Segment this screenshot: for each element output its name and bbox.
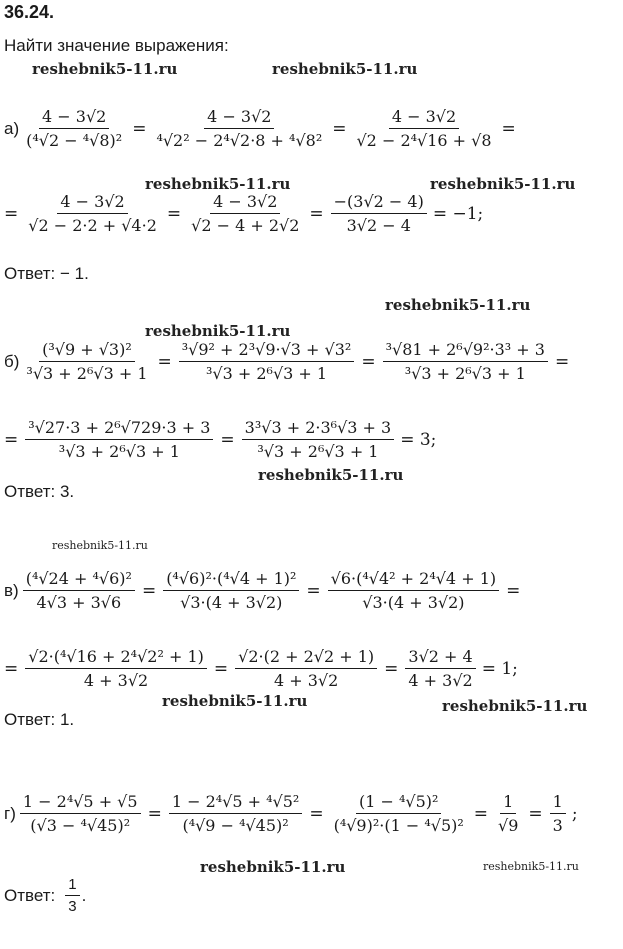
fraction [25, 192, 160, 235]
denominator: ⁴√2² − 2⁴√2·8 + ⁴√8² [156, 131, 323, 150]
numerator: (1 − ⁴√5)² [356, 792, 441, 814]
numerator: 4 − 3√2 [39, 107, 109, 129]
numerator: ³√27·3 + 2⁶√729·3 + 3 [25, 418, 213, 440]
numerator: (³√9 + √3)² [39, 340, 135, 362]
denominator: √2 − 2⁴√16 + √8 [356, 131, 492, 150]
numerator: 3³√3 + 2·3⁶√3 + 3 [242, 418, 395, 440]
denominator: ³√3 + 2⁶√3 + 1 [205, 364, 328, 383]
denominator: 4 + 3√2 [408, 671, 473, 690]
fraction [331, 792, 467, 835]
watermark: reshebnik5-11.ru [200, 858, 346, 876]
denominator: (√3 − ⁴√45)² [30, 816, 131, 835]
watermark: reshebnik5-11.ru [442, 697, 588, 715]
result: ; [571, 803, 578, 824]
numerator: 4 − 3√2 [57, 192, 127, 214]
answer-v: Ответ: 1. [4, 710, 75, 729]
denominator: (⁴√9 − ⁴√45)² [182, 816, 289, 835]
fraction [25, 647, 207, 690]
watermark: reshebnik5-11.ru [52, 539, 148, 552]
watermark: reshebnik5-11.ru [145, 322, 291, 340]
equals-sign: = [213, 658, 229, 679]
fraction [23, 569, 135, 612]
part-label: а) [4, 118, 20, 138]
equals-sign: = [132, 118, 147, 139]
equals-sign: = [4, 429, 19, 450]
denominator: (⁴√2 − ⁴√8)² [26, 131, 123, 150]
watermark: reshebnik5-11.ru [430, 175, 576, 193]
fraction [163, 569, 299, 612]
equals-sign: = [384, 658, 399, 679]
fraction [25, 418, 213, 461]
fraction [331, 192, 427, 235]
fraction [23, 340, 150, 383]
numerator: (⁴√24 + ⁴√6)² [23, 569, 135, 591]
watermark: reshebnik5-11.ru [483, 860, 579, 873]
equals-sign: = [220, 429, 235, 450]
fraction [65, 876, 79, 915]
result: = 3; [400, 429, 437, 450]
denominator: 3 [68, 898, 77, 915]
equals-sign: = [166, 203, 182, 224]
numerator: 1 [65, 876, 79, 896]
denominator: √2 − 4 + 2√2 [191, 216, 300, 235]
watermark: reshebnik5-11.ru [258, 466, 404, 484]
equals-sign: = [554, 351, 570, 372]
denominator: √3·(4 + 3√2) [180, 593, 283, 612]
denominator: √3·(4 + 3√2) [362, 593, 465, 612]
denominator: 4 + 3√2 [83, 671, 149, 690]
part-b-line-2 [4, 418, 436, 461]
fraction [328, 569, 499, 612]
denominator: 3√2 − 4 [346, 216, 411, 235]
denominator: ³√3 + 2⁶√3 + 1 [26, 364, 148, 383]
answer-a: Ответ: − 1. [4, 264, 89, 283]
denominator: ³√3 + 2⁶√3 + 1 [257, 442, 379, 461]
watermark: reshebnik5-11.ru [272, 60, 418, 78]
fraction [383, 340, 548, 383]
equals-sign: = [501, 118, 516, 139]
fraction [242, 418, 395, 461]
numerator: 4 − 3√2 [210, 192, 280, 214]
numerator: 1 [500, 792, 516, 814]
problem-statement: Найти значение выражения: [4, 36, 229, 55]
numerator: 4 − 3√2 [389, 107, 459, 129]
denominator: √9 [498, 816, 519, 835]
denominator: ³√3 + 2⁶√3 + 1 [404, 364, 526, 383]
problem-number: 36.24. [4, 2, 55, 22]
equals-sign: = [309, 803, 324, 824]
equals-sign: = [332, 118, 347, 139]
fraction [20, 792, 141, 835]
equals-sign: = [157, 351, 172, 372]
watermark: reshebnik5-11.ru [32, 60, 178, 78]
numerator: ³√81 + 2⁶√9²·3³ + 3 [383, 340, 548, 362]
result: = 1; [481, 658, 518, 679]
numerator: −(3√2 − 4) [331, 192, 427, 214]
numerator: 1 [550, 792, 566, 814]
equals-sign: = [147, 803, 162, 824]
equals-sign: = [528, 803, 543, 824]
watermark: reshebnik5-11.ru [145, 175, 291, 193]
fraction [550, 792, 566, 835]
denominator: ³√3 + 2⁶√3 + 1 [58, 442, 180, 461]
numerator: 4 − 3√2 [204, 107, 274, 129]
part-v-line-2 [4, 647, 518, 690]
equals-sign: = [506, 580, 521, 601]
denominator: √2 − 2·2 + √4·2 [28, 216, 157, 235]
denominator: (⁴√9)²·(1 − ⁴√5)² [333, 816, 464, 835]
fraction [353, 107, 494, 150]
part-label: б) [4, 351, 20, 371]
equals-sign: = [473, 803, 489, 824]
part-v-line-1 [4, 569, 525, 612]
fraction [495, 792, 521, 835]
watermark: reshebnik5-11.ru [162, 692, 308, 710]
numerator: 3√2 + 4 [405, 647, 475, 669]
part-a-line-1 [4, 107, 521, 150]
equals-sign: = [4, 658, 19, 679]
watermark: reshebnik5-11.ru [385, 296, 531, 314]
numerator: 1 − 2⁴√5 + √5 [20, 792, 141, 814]
equals-sign: = [4, 203, 19, 224]
fraction [153, 107, 325, 150]
numerator: √6·(⁴√4² + 2⁴√4 + 1) [328, 569, 499, 591]
fraction [169, 792, 303, 835]
numerator: √2·(⁴√16 + 2⁴√2² + 1) [25, 647, 207, 669]
fraction [405, 647, 475, 690]
equals-sign: = [306, 580, 321, 601]
fraction [179, 340, 355, 383]
denominator: 4√3 + 3√6 [36, 593, 122, 612]
numerator: ³√9² + 2³√9·√3 + √3² [179, 340, 355, 362]
part-a-line-2 [4, 192, 483, 235]
part-label: в) [4, 580, 19, 600]
numerator: (⁴√6)²·(⁴√4 + 1)² [163, 569, 299, 591]
answer-g [4, 876, 86, 915]
result: = −1; [432, 203, 484, 224]
equals-sign: = [309, 203, 324, 224]
equals-sign: = [141, 580, 157, 601]
part-label: г) [4, 803, 16, 823]
answer-label: Ответ: [4, 885, 56, 905]
answer-period: . [81, 885, 87, 905]
equals-sign: = [361, 351, 376, 372]
part-g-line-1 [4, 792, 578, 835]
fraction [188, 192, 302, 235]
numerator: 1 − 2⁴√5 + ⁴√5² [169, 792, 303, 814]
denominator: 4 + 3√2 [273, 671, 339, 690]
fraction [235, 647, 377, 690]
numerator: √2·(2 + 2√2 + 1) [235, 647, 377, 669]
denominator: 3 [552, 816, 563, 835]
part-b-line-1 [4, 340, 574, 383]
fraction [23, 107, 125, 150]
answer-b: Ответ: 3. [4, 482, 75, 501]
